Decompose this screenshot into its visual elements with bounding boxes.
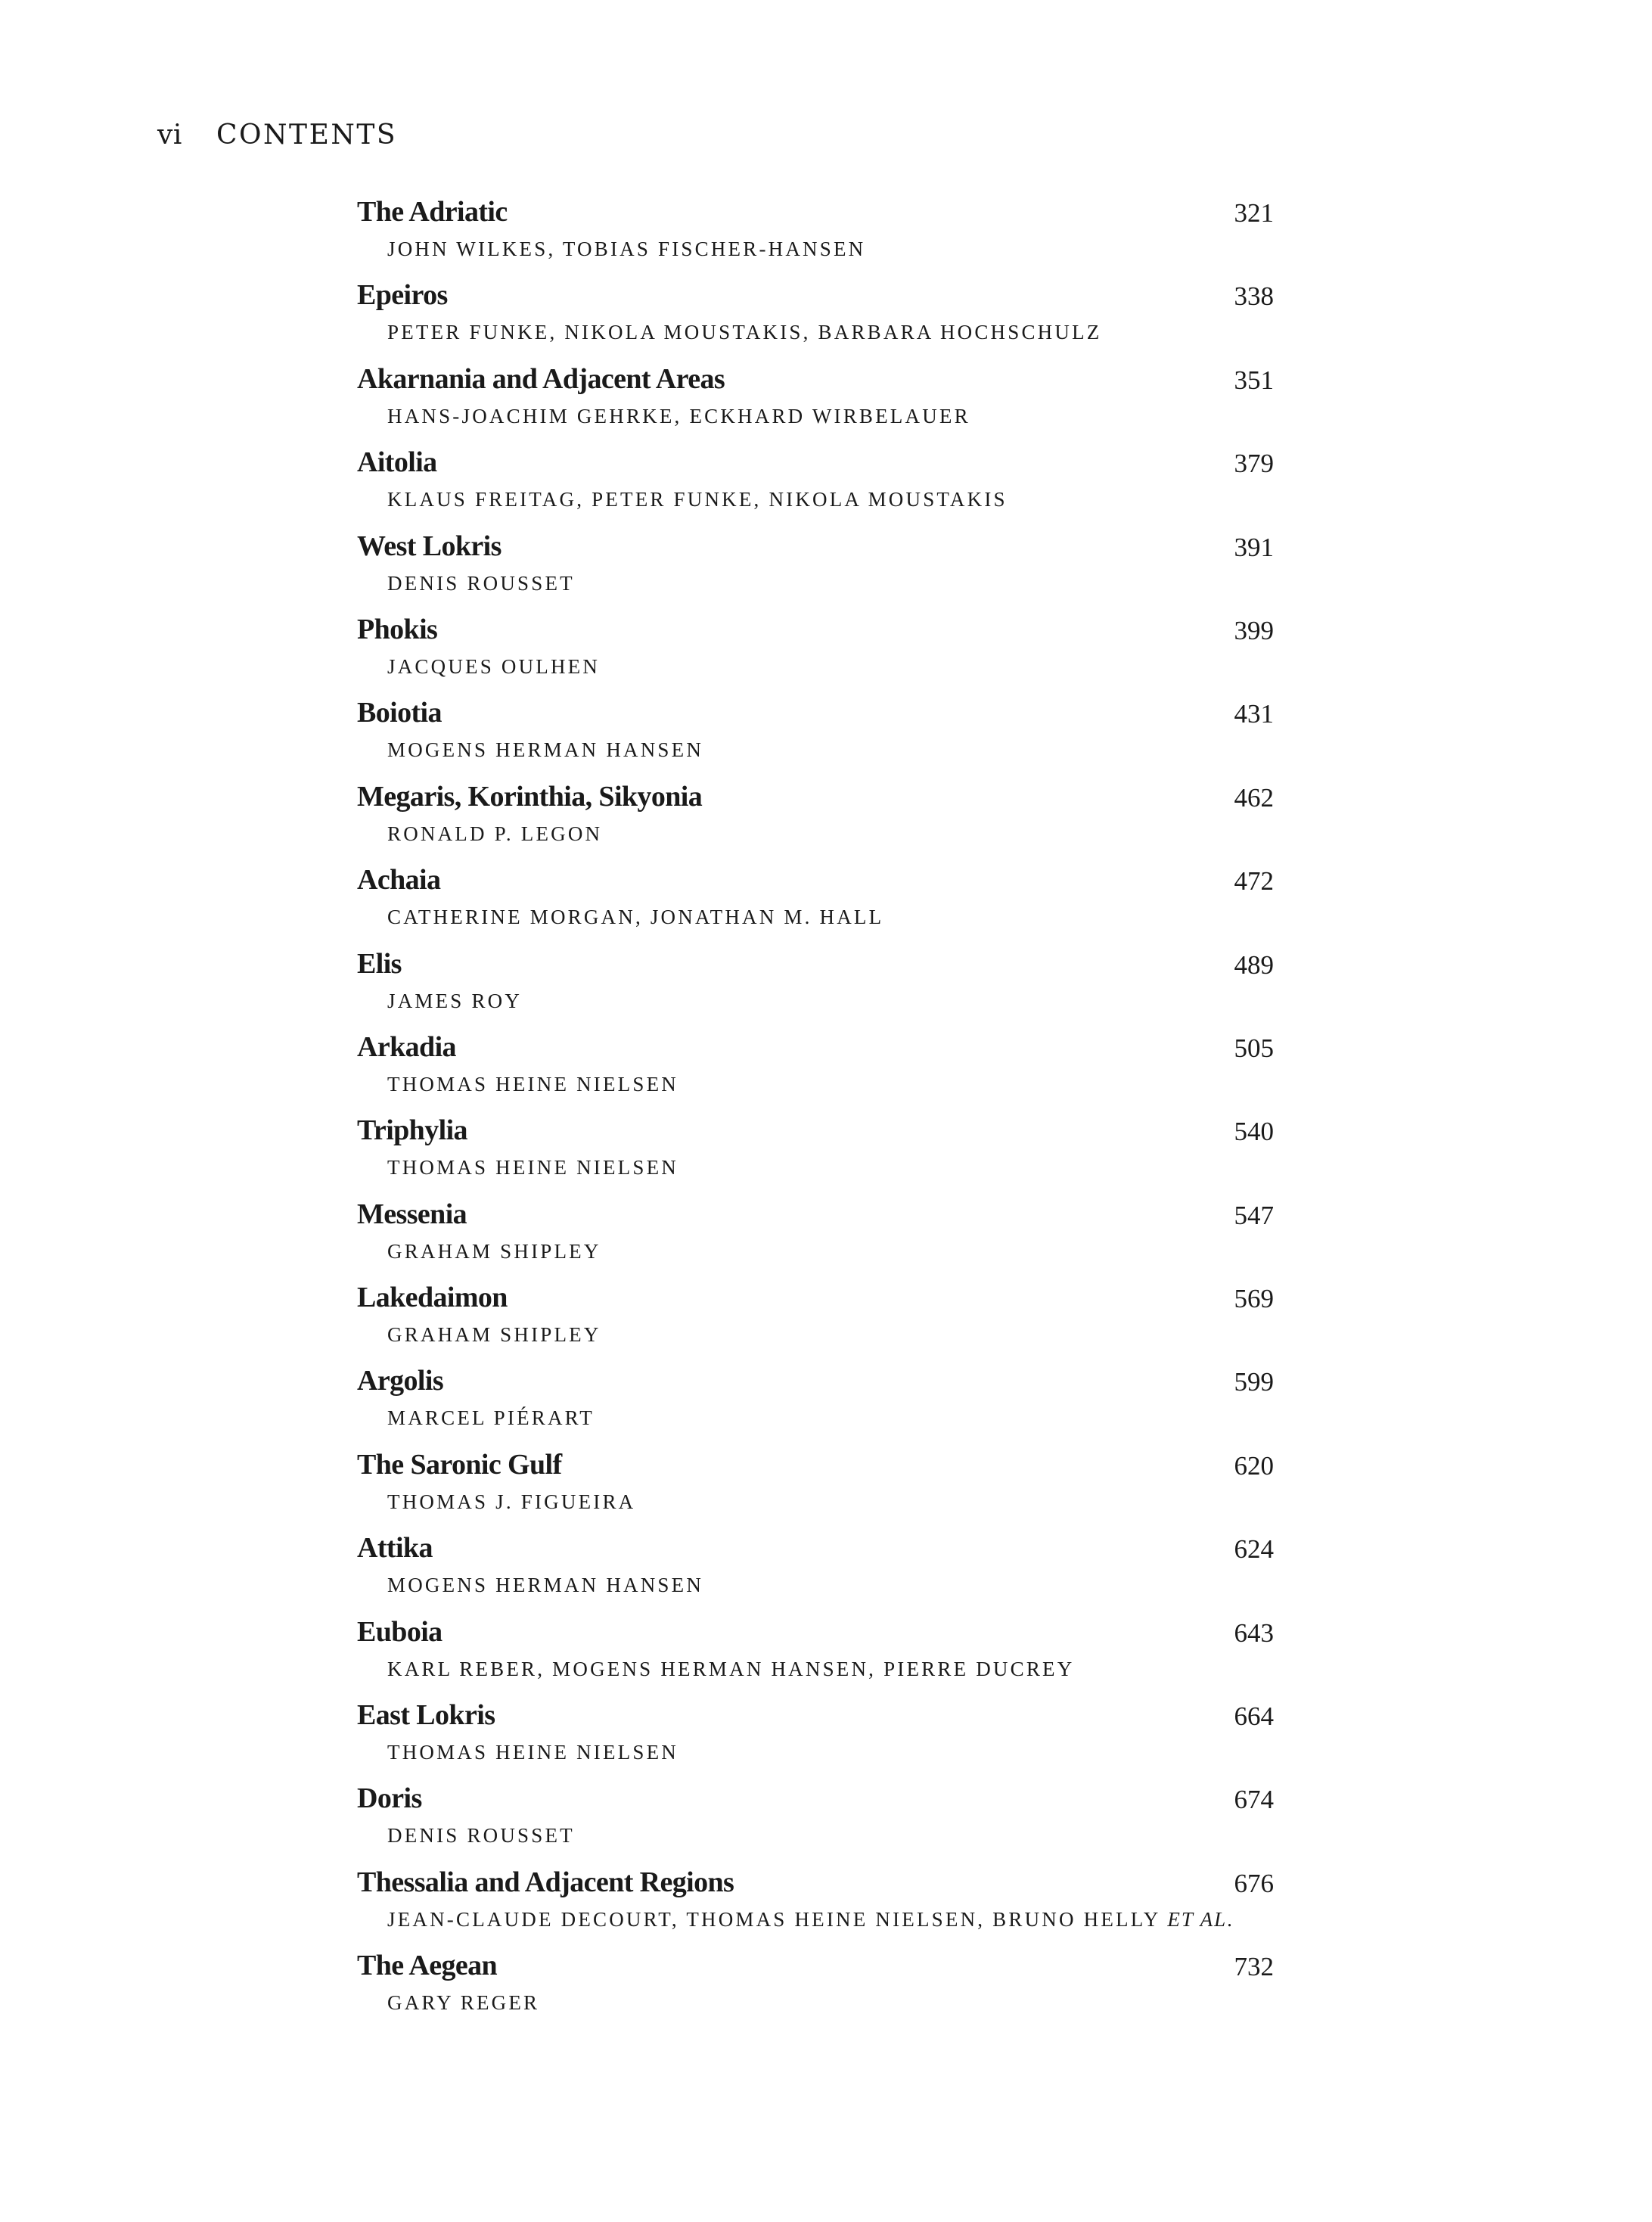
toc-region-title: Phokis	[357, 613, 438, 645]
toc-authors: KLAUS FREITAG, PETER FUNKE, NIKOLA MOUSTAKIS	[387, 488, 1008, 511]
toc-region-title: West Lokris	[357, 530, 502, 562]
toc-authors: DENIS ROUSSET	[387, 571, 575, 595]
toc-page-number: 732	[1234, 1952, 1274, 1982]
toc-region-title: Triphylia	[357, 1114, 467, 1147]
toc-authors: JACQUES OULHEN	[387, 654, 601, 678]
table-of-contents	[357, 188, 1355, 2025]
toc-page-number: 569	[1234, 1284, 1274, 1314]
toc-page-number: 643	[1234, 1618, 1274, 1648]
toc-region-title: The Adriatic	[357, 196, 508, 228]
toc-entry[interactable]	[357, 605, 1355, 688]
toc-page-number: 547	[1234, 1200, 1274, 1230]
toc-authors: HANS-JOACHIM GEHRKE, ECKHARD WIRBELAUER	[387, 404, 970, 427]
toc-authors: RONALD P. LEGON	[387, 822, 603, 845]
toc-entry[interactable]	[357, 1357, 1355, 1440]
toc-authors	[387, 1908, 1234, 1931]
toc-page-number: 431	[1234, 699, 1274, 729]
toc-entry[interactable]	[357, 1106, 1355, 1189]
running-head	[157, 120, 397, 151]
toc-authors: JOHN WILKES, TOBIAS FISCHER-HANSEN	[387, 238, 866, 260]
toc-entry[interactable]	[357, 438, 1355, 521]
toc-region-title: Euboia	[357, 1615, 442, 1648]
toc-page-number: 321	[1234, 198, 1274, 228]
toc-region-title: Boiotia	[357, 697, 442, 729]
toc-entry[interactable]	[357, 940, 1355, 1023]
toc-entry[interactable]	[357, 1440, 1355, 1524]
toc-page-number: 620	[1234, 1450, 1274, 1481]
toc-authors: MARCEL PIÉRART	[387, 1406, 595, 1430]
toc-authors: THOMAS HEINE NIELSEN	[387, 1156, 678, 1179]
toc-region-title: Elis	[357, 947, 402, 980]
toc-page-number: 399	[1234, 615, 1274, 645]
toc-entry[interactable]	[357, 772, 1355, 856]
toc-page-number: 391	[1234, 532, 1274, 562]
toc-page-number: 674	[1234, 1785, 1274, 1815]
toc-page-number: 338	[1234, 281, 1274, 312]
toc-page-number: 351	[1234, 365, 1274, 395]
toc-authors: GARY REGER	[387, 1991, 540, 2015]
toc-region-title: East Lokris	[357, 1699, 495, 1732]
toc-region-title: Lakedaimon	[357, 1282, 508, 1314]
toc-authors: PETER FUNKE, NIKOLA MOUSTAKIS, BARBARA HOCHSCHULZ	[387, 321, 1102, 344]
toc-region-title: Akarnania and Adjacent Areas	[357, 362, 725, 395]
running-head-title: CONTENTS	[216, 120, 398, 151]
toc-page-number: 489	[1234, 949, 1274, 980]
toc-authors: JAMES ROY	[387, 989, 523, 1012]
toc-page-number: 676	[1234, 1868, 1274, 1898]
toc-entry[interactable]	[357, 856, 1355, 939]
toc-page-number: 599	[1234, 1367, 1274, 1397]
toc-entry[interactable]	[357, 1524, 1355, 1607]
toc-entry[interactable]	[357, 1190, 1355, 1273]
toc-authors: KARL REBER, MOGENS HERMAN HANSEN, PIERRE DUCREY	[387, 1657, 1075, 1680]
toc-region-title: Epeiros	[357, 279, 448, 312]
toc-authors: CATHERINE MORGAN, JONATHAN M. HALL	[387, 906, 884, 929]
toc-entry[interactable]	[357, 1691, 1355, 1774]
toc-authors: MOGENS HERMAN HANSEN	[387, 1574, 704, 1597]
toc-authors-period: .	[1227, 1907, 1235, 1931]
toc-region-title: Aitolia	[357, 446, 437, 479]
toc-region-title: Achaia	[357, 864, 441, 897]
toc-page-number: 505	[1234, 1033, 1274, 1063]
toc-page-number: 540	[1234, 1117, 1274, 1147]
toc-authors: GRAHAM SHIPLEY	[387, 1239, 601, 1263]
toc-region-title: Attika	[357, 1532, 433, 1565]
toc-authors: DENIS ROUSSET	[387, 1824, 575, 1848]
toc-entry[interactable]	[357, 1941, 1355, 2025]
toc-authors: THOMAS J. FIGUEIRA	[387, 1490, 636, 1513]
toc-entry[interactable]	[357, 355, 1355, 438]
toc-region-title: The Aegean	[357, 1950, 498, 1982]
toc-authors: GRAHAM SHIPLEY	[387, 1323, 601, 1347]
toc-authors: THOMAS HEINE NIELSEN	[387, 1741, 678, 1764]
toc-page-number: 379	[1234, 449, 1274, 479]
toc-authors-names: JEAN-CLAUDE DECOURT, THOMAS HEINE NIELSEN, BRUNO HELLY	[387, 1907, 1160, 1931]
toc-region-title: Arkadia	[357, 1030, 456, 1063]
toc-entry[interactable]	[357, 1774, 1355, 1857]
toc-page-number: 462	[1234, 782, 1274, 813]
toc-authors: MOGENS HERMAN HANSEN	[387, 738, 704, 762]
toc-entry[interactable]	[357, 271, 1355, 354]
toc-region-title: Messenia	[357, 1198, 467, 1230]
toc-entry[interactable]	[357, 688, 1355, 772]
toc-region-title: Argolis	[357, 1365, 444, 1397]
toc-authors: THOMAS HEINE NIELSEN	[387, 1072, 678, 1095]
toc-entry[interactable]	[357, 1858, 1355, 1941]
page-folio: vi	[157, 120, 182, 151]
toc-entry[interactable]	[357, 1023, 1355, 1106]
toc-page-number: 472	[1234, 866, 1274, 897]
toc-region-title: Thessalia and Adjacent Regions	[357, 1866, 734, 1898]
toc-region-title: Doris	[357, 1782, 422, 1815]
toc-entry[interactable]	[357, 1608, 1355, 1691]
toc-region-title: The Saronic Gulf	[357, 1448, 562, 1481]
toc-region-title: Megaris, Korinthia, Sikyonia	[357, 780, 703, 813]
toc-page-number: 624	[1234, 1534, 1274, 1565]
toc-entry[interactable]	[357, 188, 1355, 271]
toc-page-number: 664	[1234, 1701, 1274, 1732]
toc-entry[interactable]	[357, 522, 1355, 605]
toc-authors-etal: ET AL	[1167, 1907, 1228, 1931]
toc-entry[interactable]	[357, 1273, 1355, 1357]
